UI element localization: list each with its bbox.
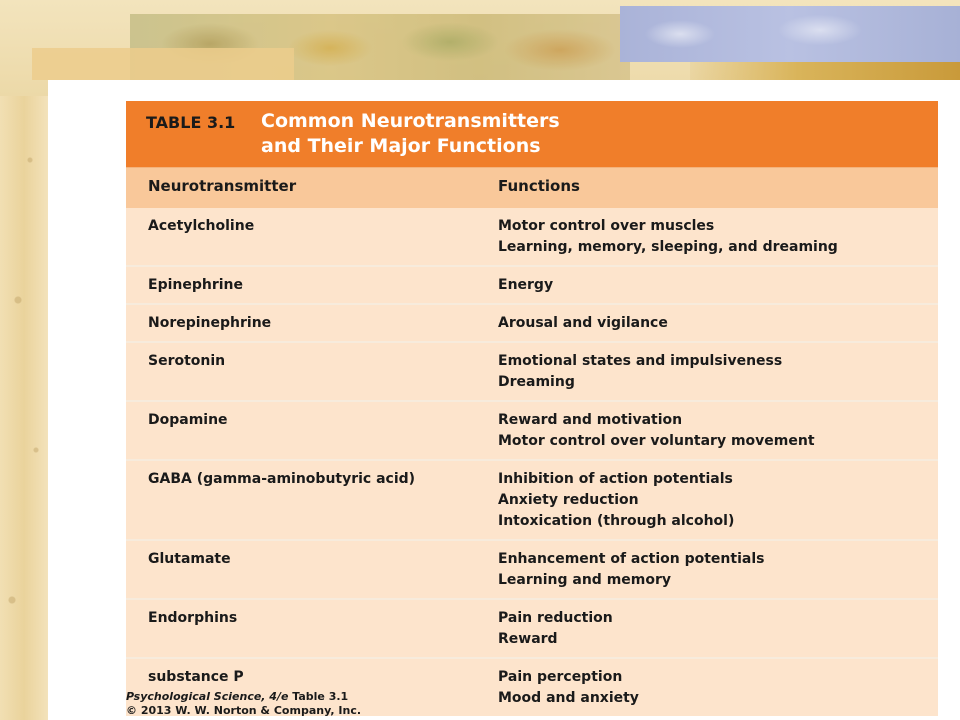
source-ref: Table 3.1	[288, 690, 349, 703]
table-row	[126, 305, 938, 343]
blue-decorative-block	[620, 6, 960, 62]
neurotransmitter-name: Dopamine	[148, 412, 228, 428]
functions-cell	[498, 216, 938, 258]
table-row	[126, 600, 938, 659]
function-item: Reward	[498, 631, 558, 647]
function-item: Intoxication (through alcohol)	[498, 513, 735, 529]
neurotransmitter-name: GABA (gamma-aminobutyric acid)	[148, 471, 416, 487]
neurotransmitter-name: Glutamate	[148, 551, 231, 567]
function-item: Anxiety reduction	[498, 492, 639, 508]
functions-cell	[498, 667, 938, 709]
functions-cell	[498, 549, 938, 591]
column-header-functions: Functions	[498, 177, 580, 195]
table-row	[126, 541, 938, 600]
table-row	[126, 461, 938, 541]
neurotransmitter-name: Serotonin	[148, 353, 226, 369]
copyright-notice: © 2013 W. W. Norton & Company, Inc.	[126, 704, 362, 717]
column-header-row	[126, 167, 938, 208]
left-decorative-strip	[0, 0, 48, 720]
source-title: Psychological Science, 4/e	[126, 690, 289, 703]
functions-cell	[498, 410, 938, 452]
function-item: Motor control over muscles	[498, 218, 715, 234]
functions-cell	[498, 608, 938, 650]
table-row	[126, 343, 938, 402]
function-item: Enhancement of action potentials	[498, 551, 765, 567]
neurotransmitter-name: Acetylcholine	[148, 218, 255, 234]
tan-decorative-block	[32, 48, 294, 80]
table-header	[126, 101, 938, 167]
function-item: Dreaming	[498, 374, 575, 390]
table-row	[126, 402, 938, 461]
column-header-neurotransmitter: Neurotransmitter	[148, 177, 297, 195]
function-item: Arousal and vigilance	[498, 315, 668, 331]
source-credit	[126, 690, 361, 718]
functions-cell	[498, 469, 938, 532]
function-item: Pain perception	[498, 669, 623, 685]
table-row	[126, 208, 938, 267]
function-item: Reward and motivation	[498, 412, 683, 428]
functions-cell	[498, 351, 938, 393]
function-item: Pain reduction	[498, 610, 613, 626]
table-body	[126, 208, 938, 716]
function-item: Learning and memory	[498, 572, 672, 588]
function-item: Motor control over voluntary movement	[498, 433, 815, 449]
function-item: Learning, memory, sleeping, and dreaming	[498, 239, 838, 255]
table-number: TABLE 3.1	[146, 113, 236, 132]
functions-cell	[498, 313, 938, 334]
neurotransmitter-name: substance P	[148, 669, 244, 685]
table-title: Common Neurotransmitters and Their Major Functions	[261, 110, 560, 157]
function-item: Energy	[498, 277, 554, 293]
neurotransmitter-table	[126, 101, 938, 716]
neurotransmitter-name: Endorphins	[148, 610, 238, 626]
gold-decorative-stripe	[690, 62, 960, 80]
table-row	[126, 267, 938, 305]
neurotransmitter-name: Norepinephrine	[148, 315, 272, 331]
function-item: Emotional states and impulsiveness	[498, 353, 783, 369]
function-item: Mood and anxiety	[498, 690, 639, 706]
neurotransmitter-name: Epinephrine	[148, 277, 243, 293]
function-item: Inhibition of action potentials	[498, 471, 733, 487]
functions-cell	[498, 275, 938, 296]
